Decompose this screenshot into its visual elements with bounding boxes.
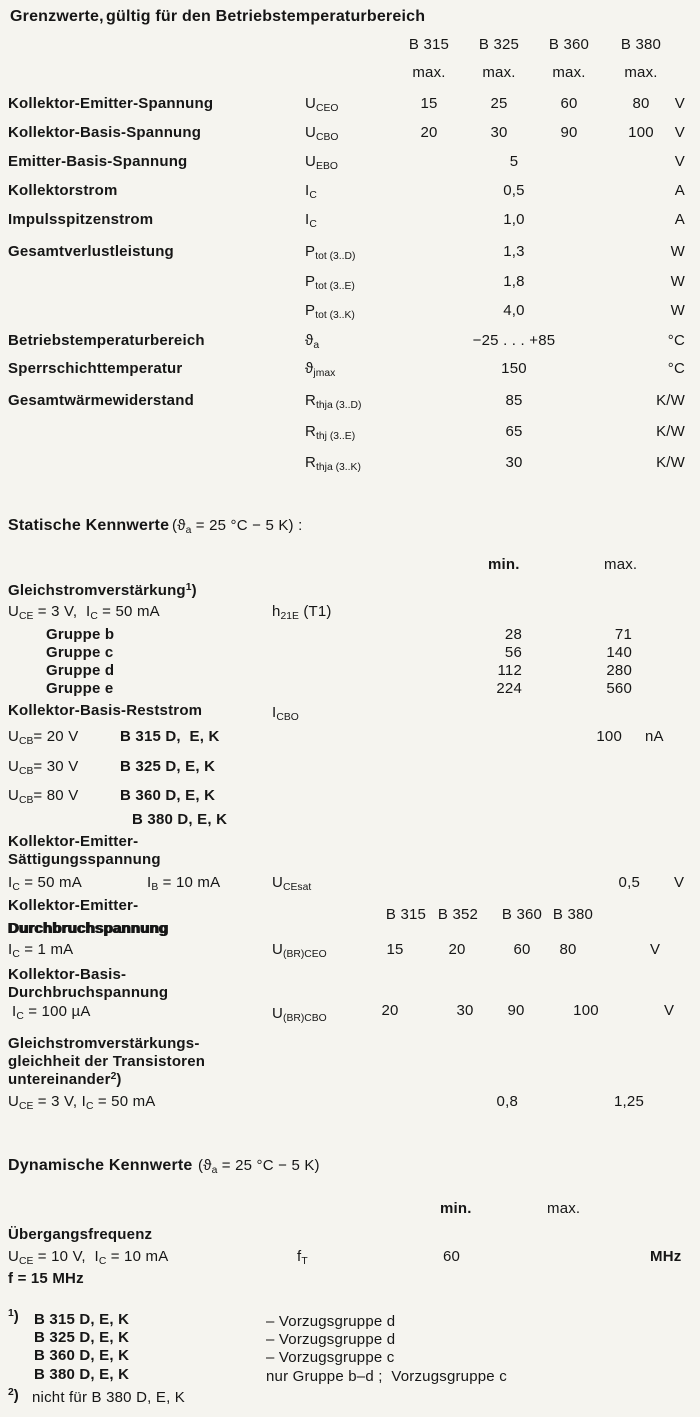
footnotes-fn1_items-0-type: B 315 D, E, K — [34, 1311, 130, 1328]
grenzwerte-rows-7-shared_value: 4,0 — [503, 302, 525, 319]
statisch-icbo-conds-0-cond: $U_{CB}= 20$ V — [8, 728, 79, 748]
statisch-ucesat-label1: Kollektor-Emitter- — [8, 833, 139, 850]
statisch-ubrceo-values-0: 15 — [386, 941, 404, 958]
grenzwerte-rows-6-symbol: $P_{tot (3..E)}$ — [305, 273, 355, 293]
statisch-max_label: max. — [604, 556, 638, 573]
grenzwerte-rows-0-values-2: 60 — [560, 95, 578, 112]
statisch-icbo-label: Kollektor-Basis-Reststrom — [8, 702, 203, 719]
grenzwerte-rows-4-label: Impulsspitzenstrom — [8, 211, 154, 228]
grenzwerte-col_headers-1: B 325 — [478, 36, 520, 53]
grenzwerte-rows-8-label: Betriebstemperaturbereich — [8, 332, 205, 349]
statisch-hfe-groups-3-max: 560 — [606, 680, 632, 697]
statisch-ucesat-cond2: $I_B = 10$ mA — [147, 874, 221, 894]
grenzwerte-rows-8-shared_value: −25 . . . +85 — [472, 332, 556, 349]
grenzwerte-rows-1-values-3: 100 — [628, 124, 654, 141]
grenzwerte-rows-2-shared_value: 5 — [509, 153, 519, 170]
statisch-hfe-groups-3-min: 224 — [496, 680, 522, 697]
grenzwerte-rows-0-values-3: 80 — [632, 95, 650, 112]
statisch-hfe-groups-1-name: Gruppe c — [46, 644, 114, 661]
statisch-hfe-groups-2-name: Gruppe d — [46, 662, 115, 679]
statisch-hfe-groups-1-min: 56 — [504, 644, 522, 661]
grenzwerte-rows-5-label: Gesamtverlustleistung — [8, 243, 174, 260]
statisch-heading_cond: ($ϑ_a = 25$ °C − 5 K) : — [172, 517, 303, 537]
statisch-ubrcbo-unit: V — [664, 1002, 675, 1019]
grenzwerte-rows-3-shared_value: 0,5 — [503, 182, 525, 199]
dynamisch-heading: Dynamische Kennwerte — [8, 1157, 193, 1174]
grenzwerte-rows-0-unit: V — [674, 95, 685, 112]
grenzwerte-rows-1-unit: V — [674, 124, 685, 141]
statisch-ubrcbo-values-2: 90 — [507, 1002, 525, 1019]
statisch-ubrceo-values-1: 20 — [448, 941, 466, 958]
grenzwerte-rows-5-unit: W — [670, 243, 685, 260]
grenzwerte-rows-8-unit: °C — [667, 332, 685, 349]
statisch-hfe-label: Gleichstromverstärkung$^1$) — [8, 582, 197, 600]
grenzwerte-rows-1-symbol: $U_{CBO}$ — [305, 124, 339, 144]
grenzwerte-rows-9-symbol: $ϑ_{jmax}$ — [305, 360, 336, 380]
grenzwerte-rows-11-symbol: $R_{thj (3..E)}$ — [305, 423, 356, 443]
grenzwerte-rows-3-unit: A — [674, 182, 685, 199]
grenzwerte-rows-4-unit: A — [674, 211, 685, 228]
statisch-ubrceo-values-3: 80 — [559, 941, 577, 958]
grenzwerte-rows-1-values-1: 30 — [490, 124, 508, 141]
dynamisch-min_label: min. — [440, 1200, 472, 1217]
statisch-matching-label1: Gleichstromverstärkungs- — [8, 1035, 200, 1052]
statisch-ubrceo-label2: Durchbruchspannung — [8, 920, 169, 937]
footnotes-fn1_items-3-type: B 380 D, E, K — [34, 1366, 130, 1383]
grenzwerte-col_headers-0: B 315 — [408, 36, 450, 53]
statisch-ubrceo-unit: V — [650, 941, 661, 958]
statisch-ubrceo-types-3: B 380 — [552, 906, 594, 923]
statisch-icbo-conds-2-type: B 360 D, E, K — [120, 787, 216, 804]
grenzwerte-rows-4-shared_value: 1,0 — [503, 211, 525, 228]
grenzwerte-rows-12-symbol: $R_{thja (3..K)}$ — [305, 454, 361, 474]
grenzwerte-col_subheader: max. — [624, 64, 658, 81]
statisch-ubrceo-label1: Kollektor-Emitter- — [8, 897, 139, 914]
statisch-ubrceo-cond: $I_C = 1$ mA — [8, 941, 74, 961]
statisch-icbo-conds-0-unit: nA — [645, 728, 664, 745]
grenzwerte-rows-1-values-2: 90 — [560, 124, 578, 141]
grenzwerte-rows-10-shared_value: 85 — [505, 392, 523, 409]
grenzwerte-rows-5-shared_value: 1,3 — [503, 243, 525, 260]
dynamisch-ft-cond2: f = 15 MHz — [8, 1270, 84, 1287]
statisch-icbo-symbol: $I_{CBO}$ — [272, 704, 299, 724]
statisch-ubrcbo-values-0: 20 — [381, 1002, 399, 1019]
statisch-hfe-groups-3-name: Gruppe e — [46, 680, 114, 697]
statisch-icbo-conds-3-type: B 380 D, E, K — [132, 811, 228, 828]
grenzwerte-heading_rest: gültig für den Betriebstemperaturbereich — [106, 8, 426, 25]
statisch-icbo-conds-2-cond: $U_{CB}= 80$ V — [8, 787, 79, 807]
grenzwerte-rows-1-label: Kollektor-Basis-Spannung — [8, 124, 202, 141]
statisch-hfe-groups-2-min: 112 — [497, 662, 522, 679]
statisch-ubrcbo-values-1: 30 — [456, 1002, 474, 1019]
footnotes-fn1_items-1-note: – Vorzugsgruppe d — [266, 1331, 396, 1348]
dynamisch-ft-symbol: $f_T$ — [297, 1248, 308, 1268]
dynamisch-ft-unit: MHz — [650, 1248, 682, 1265]
grenzwerte-rows-11-shared_value: 65 — [505, 423, 523, 440]
statisch-hfe-symbol: $h_{21E}$ (T1) — [272, 603, 332, 623]
grenzwerte-rows-12-unit: K/W — [656, 454, 685, 471]
statisch-hfe-groups-1-max: 140 — [606, 644, 632, 661]
statisch-matching-min: 0,8 — [496, 1093, 518, 1110]
statisch-ubrceo-values-2: 60 — [513, 941, 531, 958]
statisch-icbo-conds-0-type: B 315 D, E, K — [120, 728, 220, 745]
statisch-ubrcbo-values-3: 100 — [573, 1002, 599, 1019]
grenzwerte-rows-7-unit: W — [670, 302, 685, 319]
grenzwerte-rows-0-symbol: $U_{CEO}$ — [305, 95, 339, 115]
statisch-icbo-conds-1-cond: $U_{CB}= 30$ V — [8, 758, 79, 778]
statisch-hfe-groups-0-name: Gruppe b — [46, 626, 115, 643]
footnotes-fn1_items-0-note: – Vorzugsgruppe d — [266, 1313, 396, 1330]
grenzwerte-col_headers-3: B 380 — [620, 36, 662, 53]
statisch-ubrceo-types-2: B 360 — [501, 906, 543, 923]
statisch-ucesat-unit: V — [674, 874, 685, 891]
statisch-matching-label2: gleichheit der Transistoren — [8, 1053, 206, 1070]
statisch-hfe-groups-0-min: 28 — [504, 626, 522, 643]
statisch-min_label: min. — [488, 556, 520, 573]
statisch-matching-cond: $U_{CE} = 3$ V, $I_C = 50$ mA — [8, 1093, 156, 1113]
grenzwerte-heading_bold: Grenzwerte, — [10, 8, 104, 25]
statisch-ubrcbo-symbol: $U_{(BR)CBO}$ — [272, 1005, 327, 1025]
footnotes-fn1_marker: $^1$) — [8, 1308, 19, 1326]
footnotes-fn2_text: nicht für B 380 D, E, K — [32, 1389, 186, 1406]
grenzwerte-rows-0-values-1: 25 — [490, 95, 508, 112]
footnotes-fn2_marker: $^2$) — [8, 1387, 19, 1405]
grenzwerte-rows-2-label: Emitter-Basis-Spannung — [8, 153, 188, 170]
statisch-matching-max: 1,25 — [614, 1093, 644, 1110]
grenzwerte-rows-6-shared_value: 1,8 — [503, 273, 525, 290]
statisch-icbo-conds-0-max: 100 — [596, 728, 622, 745]
statisch-icbo-conds-1-type: B 325 D, E, K — [120, 758, 216, 775]
grenzwerte-rows-9-label: Sperrschichttemperatur — [8, 360, 183, 377]
footnotes-fn1_items-1-type: B 325 D, E, K — [34, 1329, 130, 1346]
grenzwerte-rows-8-symbol: $ϑ_a$ — [305, 332, 320, 352]
grenzwerte-rows-3-symbol: $I_C$ — [305, 182, 317, 202]
grenzwerte-rows-0-label: Kollektor-Emitter-Spannung — [8, 95, 214, 112]
statisch-ubrceo-types-1: B 352 — [437, 906, 479, 923]
statisch-hfe-cond: $U_{CE} = 3$ V, $I_C = 50$ mA — [8, 603, 160, 623]
grenzwerte-col_headers-2: B 360 — [548, 36, 590, 53]
statisch-heading: Statische Kennwerte — [8, 517, 170, 534]
statisch-hfe-groups-0-max: 71 — [614, 626, 632, 643]
statisch-ubrceo-symbol: $U_{(BR)CEO}$ — [272, 941, 327, 961]
statisch-ubrcbo-cond: $I_C = 100$ µA — [12, 1003, 91, 1023]
grenzwerte-rows-11-unit: K/W — [656, 423, 685, 440]
dynamisch-ft-cond1: $U_{CE} = 10$ V, $I_C = 10$ mA — [8, 1248, 169, 1268]
footnotes-fn1_items-3-note: nur Gruppe b–d ; Vorzugsgruppe c — [266, 1368, 507, 1385]
statisch-ucesat-max: 0,5 — [618, 874, 640, 891]
grenzwerte-col_subheader: max. — [482, 64, 516, 81]
dynamisch-ft-min: 60 — [443, 1248, 461, 1265]
grenzwerte-col_subheader: max. — [552, 64, 586, 81]
grenzwerte-rows-5-symbol: $P_{tot (3..D)}$ — [305, 243, 356, 263]
grenzwerte-rows-10-unit: K/W — [656, 392, 685, 409]
dynamisch-max_label: max. — [547, 1200, 581, 1217]
statisch-ubrceo-types-0: B 315 — [385, 906, 427, 923]
dynamisch-heading_cond: ($ϑ_a = 25$ °C − 5 K) — [198, 1157, 320, 1177]
grenzwerte-rows-2-symbol: $U_{EBO}$ — [305, 153, 338, 173]
grenzwerte-rows-10-label: Gesamtwärmewiderstand — [8, 392, 194, 409]
statisch-ucesat-label2: Sättigungsspannung — [8, 851, 161, 868]
grenzwerte-rows-12-shared_value: 30 — [505, 454, 523, 471]
grenzwerte-rows-9-shared_value: 150 — [501, 360, 527, 377]
grenzwerte-rows-10-symbol: $R_{thja (3..D)}$ — [305, 392, 362, 412]
footnotes-fn1_items-2-note: – Vorzugsgruppe c — [266, 1349, 395, 1366]
statisch-ucesat-cond1: $I_C = 50$ mA — [8, 874, 82, 894]
grenzwerte-rows-2-unit: V — [674, 153, 685, 170]
footnotes-fn1_items-2-type: B 360 D, E, K — [34, 1347, 130, 1364]
statisch-ubrcbo-label1: Kollektor-Basis- — [8, 966, 127, 983]
dynamisch-ft-label: Übergangsfrequenz — [8, 1226, 153, 1243]
grenzwerte-rows-7-symbol: $P_{tot (3..K)}$ — [305, 302, 355, 322]
statisch-ubrcbo-label2: Durchbruchspannung — [8, 984, 169, 1001]
grenzwerte-rows-1-values-0: 20 — [420, 124, 438, 141]
statisch-ucesat-symbol: $U_{CEsat}$ — [272, 874, 312, 894]
grenzwerte-rows-6-unit: W — [670, 273, 685, 290]
grenzwerte-rows-9-unit: °C — [667, 360, 685, 377]
statisch-matching-label3: untereinander$^2$) — [8, 1071, 122, 1089]
grenzwerte-rows-4-symbol: $I_C$ — [305, 211, 317, 231]
grenzwerte-col_subheader: max. — [412, 64, 446, 81]
grenzwerte-rows-0-values-0: 15 — [420, 95, 438, 112]
grenzwerte-rows-3-label: Kollektorstrom — [8, 182, 118, 199]
statisch-hfe-groups-2-max: 280 — [606, 662, 632, 679]
